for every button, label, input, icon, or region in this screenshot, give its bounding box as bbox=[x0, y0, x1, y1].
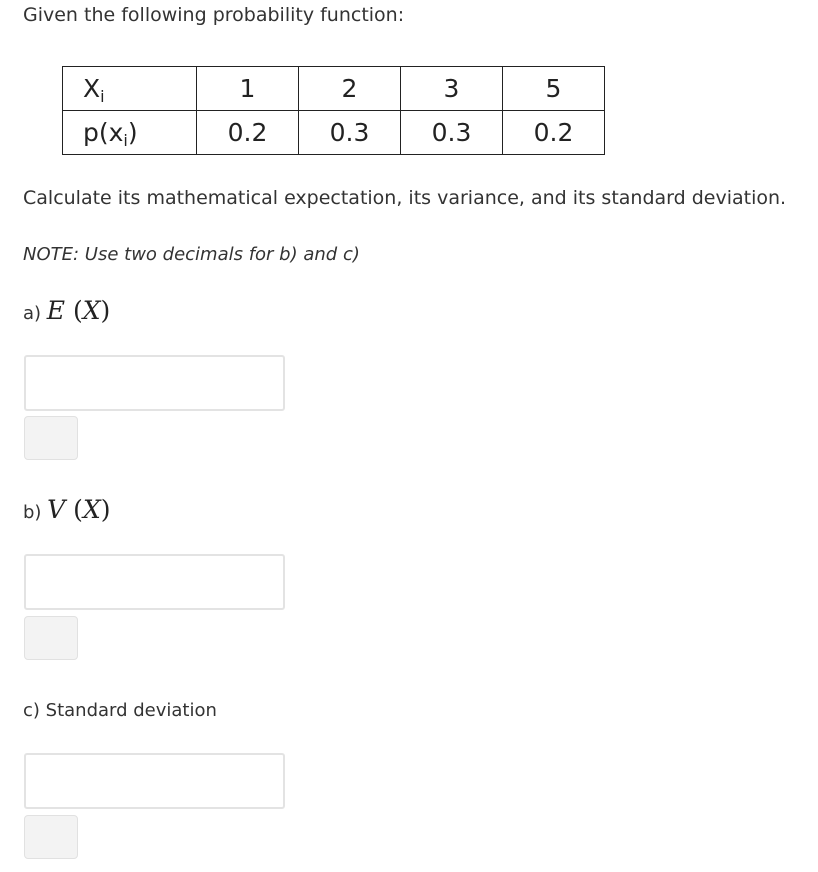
part-b-math-var: X bbox=[82, 495, 101, 524]
part-a-math-close: ) bbox=[100, 296, 111, 325]
row-header-p bbox=[63, 111, 197, 155]
part-a-check-button[interactable] bbox=[24, 416, 78, 460]
table-cell: 0.3 bbox=[401, 111, 503, 155]
part-b-math-open: ( bbox=[65, 495, 83, 524]
part-a-answer-input[interactable] bbox=[24, 355, 285, 411]
part-b-math-fn: V bbox=[47, 495, 66, 524]
row-header-p-suffix: ) bbox=[127, 118, 138, 147]
part-a-prefix: a) bbox=[23, 303, 47, 324]
part-c-check-button[interactable] bbox=[24, 815, 78, 859]
table-cell: 3 bbox=[401, 67, 503, 111]
row-header-x bbox=[63, 67, 197, 111]
probability-table bbox=[62, 66, 605, 155]
table-cell: 1 bbox=[197, 67, 299, 111]
table-row-p bbox=[63, 111, 605, 155]
part-a-math-var: X bbox=[82, 296, 101, 325]
note-text: NOTE: Use two decimals for b) and c) bbox=[23, 244, 360, 265]
part-b-prefix: b) bbox=[23, 502, 48, 523]
table-cell: 0.2 bbox=[503, 111, 605, 155]
part-b-check-button[interactable] bbox=[24, 616, 78, 660]
table-row-x bbox=[63, 67, 605, 111]
row-header-p-prefix: p(x bbox=[83, 118, 124, 147]
intro-text: Given the following probability function: bbox=[23, 4, 405, 26]
part-c-label: c) Standard deviation bbox=[23, 700, 217, 721]
part-b-label bbox=[23, 496, 111, 527]
table-cell: 5 bbox=[503, 67, 605, 111]
table-cell: 0.2 bbox=[197, 111, 299, 155]
part-a-math-fn: E bbox=[46, 296, 66, 325]
table-cell: 0.3 bbox=[299, 111, 401, 155]
part-b-math bbox=[47, 495, 110, 524]
part-a-math bbox=[47, 296, 111, 325]
row-header-p-sub: i bbox=[123, 131, 128, 150]
row-header-x-sub: i bbox=[100, 87, 105, 106]
part-a-math-open: ( bbox=[65, 296, 83, 325]
question-text: Calculate its mathematical expectation, its variance, and its standard deviation. bbox=[23, 187, 787, 209]
row-header-x-main: X bbox=[83, 74, 101, 103]
part-b-answer-input[interactable] bbox=[24, 554, 285, 610]
part-a-label bbox=[23, 297, 110, 328]
part-c-answer-input[interactable] bbox=[24, 753, 285, 809]
table-cell: 2 bbox=[299, 67, 401, 111]
part-b-math-close: ) bbox=[100, 495, 111, 524]
